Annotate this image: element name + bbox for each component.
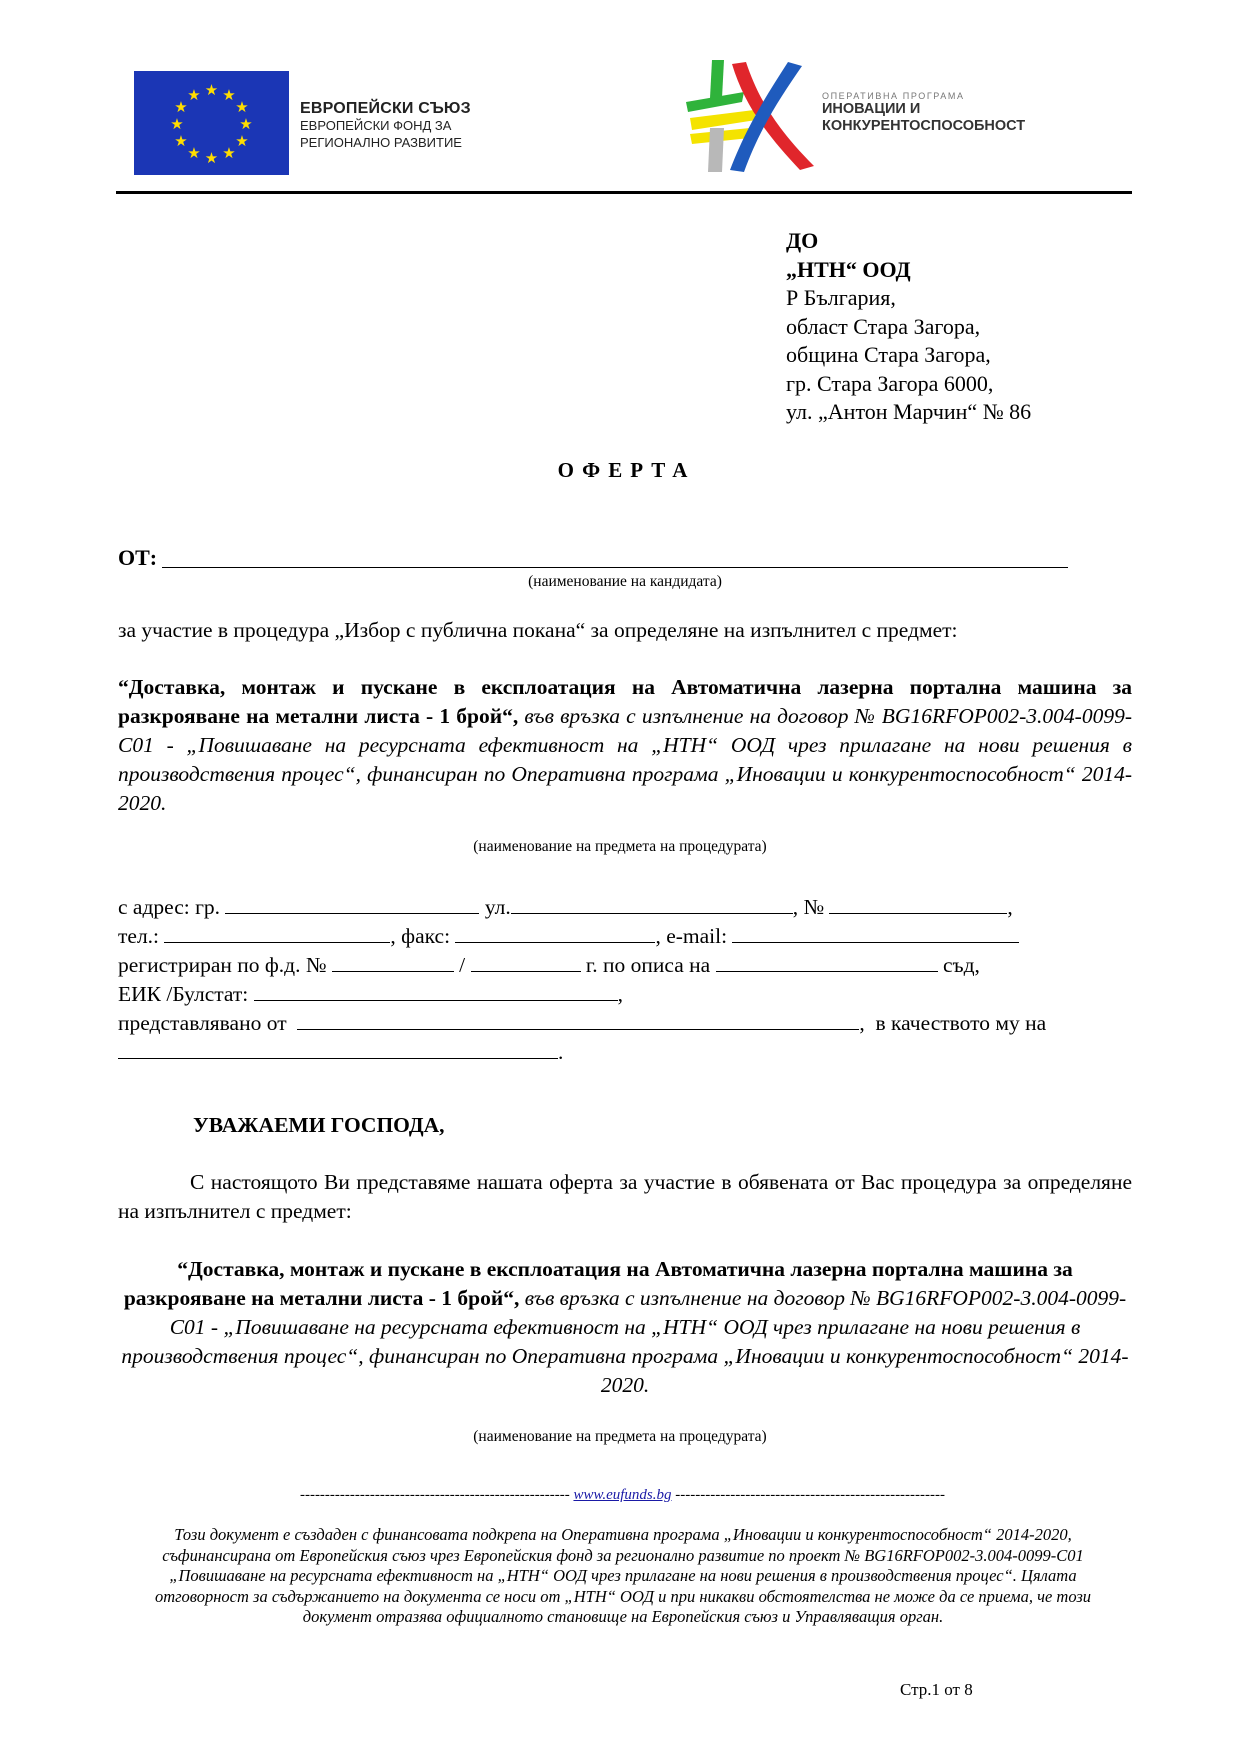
recipient-to: ДО [786,228,819,253]
footer-dashes-right: ------------------------------------------------------ [675,1487,946,1503]
capacity-label: в качеството му на [875,1011,1047,1035]
op-logo-line-1: ИНОВАЦИИ И [822,101,921,117]
subject2-italic: във връзка с изпълнение на договор № BG16RFOP002-3.004-0099-C01 - „Повишаване на ресурсната ефективност на „НТН“ ООД чрез прилагане на нови решения в производствения процес“, финансиран по Оперативна програма „Иновации и конкурентоспособност“ 2014-2020. [121,1286,1129,1397]
eu-logo-line-2: ЕВРОПЕЙСКИ ФОНД ЗА [300,118,452,133]
footer-dashes-left: ------------------------------------------------------ [299,1487,570,1503]
eik-row: ЕИК /Булстат: , [118,982,623,1006]
svg-text:★: ★ [170,115,184,133]
court-field[interactable] [716,951,938,972]
phone-row: тел.: , факс: , e-mail: [118,922,1132,951]
salutation: УВАЖАЕМИ ГОСПОДА, [193,1113,445,1137]
intro-text: за участие в процедура „Избор с публична покана“ за определяне на изпълнител с предмет: [118,618,958,642]
svg-text:★: ★ [204,81,219,99]
registration-row: регистриран по ф.д. № / г. по описа на съд, [118,953,980,977]
svg-text:★: ★ [222,144,236,162]
subject-italic: във връзка с изпълнение на договор № BG16RFOP002-3.004-0099-C01 - „Повишаване на ресурсната ефективност на „НТН“ ООД чрез прилагане на нови решения в производствения процес“, финансиран по Оперативна програма „Иновации и конкурентоспособност“ 2014-2020. [118,704,1132,815]
registration-year-field[interactable] [471,951,581,972]
registration-number-field[interactable] [332,951,454,972]
op-logo-small-text: ОПЕРАТИВНА ПРОГРАМА [822,91,965,101]
recipient-line: гр. Стара Загора 6000, [786,370,994,396]
representative-field[interactable] [297,1009,859,1030]
footer-disclaimer: Този документ е създаден с финансовата подкрепа на Оперативна програма „Иновации и конкурентоспособност“ 2014-2020, съфинансирана от Европейския съюз чрез Европейския фонд за регионално развитие по проект № BG16RFOP002-3.004-0099-C01 „Повишаване на ресурсната ефективност на „НТН“ ООД чрез прилагане на нови решения в производствения процес“. Цялата отговорност за съдържанието на документа се носи от „НТН“ ООД и при никакви обстоятелства не може да се приема, че този документ отразява официалното становище на Европейския съюз и Управляващия орган. [154,1525,1092,1626]
from-label: ОТ: [118,545,158,570]
subject-bold: “Доставка, монтаж и пускане в експлоатация на Автоматична лазерна портална машина за разкрояване на метални листа - 1 брой“, [118,675,1132,728]
svg-text:★: ★ [174,98,188,116]
footer-link-row [215,1487,1030,1504]
number-label: № [803,895,824,919]
eu-logo-line-3: РЕГИОНАЛНО РАЗВИТИЕ [300,135,462,150]
city-field[interactable] [225,893,479,914]
eu-stars-icon [134,71,289,175]
op-logo-line-2: КОНКУРЕНТОСПОСОБНОСТ [822,118,1026,134]
recipient-line: Р България, [786,285,896,310]
represented-label: представлявано от [118,1011,287,1035]
email-field[interactable] [732,922,1019,943]
represented-row: представлявано от , в качеството му на [118,1011,1047,1035]
street-field[interactable] [511,893,793,914]
eu-logo-line-1: ЕВРОПЕЙСКИ СЪЮЗ [300,100,471,117]
svg-text:★: ★ [239,115,253,133]
candidate-name-field[interactable] [162,567,1068,568]
header-divider [116,191,1132,194]
capacity-field[interactable] [118,1038,558,1059]
document-title: ОФЕРТА [557,458,696,482]
svg-text:★: ★ [235,98,249,116]
svg-text:★: ★ [235,132,249,150]
phone-label: тел.: [118,924,160,948]
svg-text:★: ★ [187,144,201,162]
op-innovation-logo [684,58,824,174]
procedure-subject-repeat [118,1255,1132,1400]
svg-text:★: ★ [222,86,236,104]
eik-field[interactable] [254,980,618,1001]
subject-caption: (наименование на предмета на процедурата) [473,838,767,855]
recipient-company: „НТН“ ООД [786,256,911,282]
phone-field[interactable] [164,922,390,943]
year-label: г. по описа на [585,953,711,977]
fax-label: факс: [401,924,451,948]
body-paragraph: С настоящото Ви представяме нашата оферта за участие в обявената от Вас процедура за определяне на изпълнител с предмет: [118,1170,1132,1223]
recipient-block [786,227,1031,427]
subject2-caption: (наименование на предмета на процедурата) [473,1428,767,1445]
procedure-subject [118,673,1132,818]
eu-flag-logo [134,71,289,175]
svg-text:★: ★ [174,132,188,150]
contact-form [118,893,1132,1067]
op-logo-text [822,91,1025,135]
svg-text:★: ★ [204,149,219,167]
eu-logo-text [300,100,471,151]
street-number-field[interactable] [829,893,1007,914]
fax-field[interactable] [455,922,655,943]
address-label: с адрес: гр. [118,895,221,919]
recipient-line: област Стара Загора, [786,313,981,339]
page-number: Стр.1 от 8 [900,1680,973,1699]
recipient-line: ул. „Антон Марчин“ № 86 [786,399,1032,424]
svg-text:★: ★ [187,86,201,104]
address-row: с адрес: гр. ул. , № , [118,895,1013,919]
recipient-line: община Стара Загора, [786,342,991,367]
street-label: ул. [484,895,511,919]
registered-label: регистриран по ф.д. № [118,953,327,977]
candidate-caption: (наименование на кандидата) [528,573,722,590]
email-label: e-mail: [666,924,728,948]
subject2-bold: “Доставка, монтаж и пускане в експлоатация на Автоматична лазерна портална машина за разкрояване на метални листа - 1 брой“, [123,1257,1073,1310]
eik-label: ЕИК /Булстат: [118,982,249,1006]
capacity-row: . [118,1038,1132,1067]
eufunds-link[interactable]: www.eufunds.bg [573,1487,672,1503]
court-label: съд, [942,953,980,977]
